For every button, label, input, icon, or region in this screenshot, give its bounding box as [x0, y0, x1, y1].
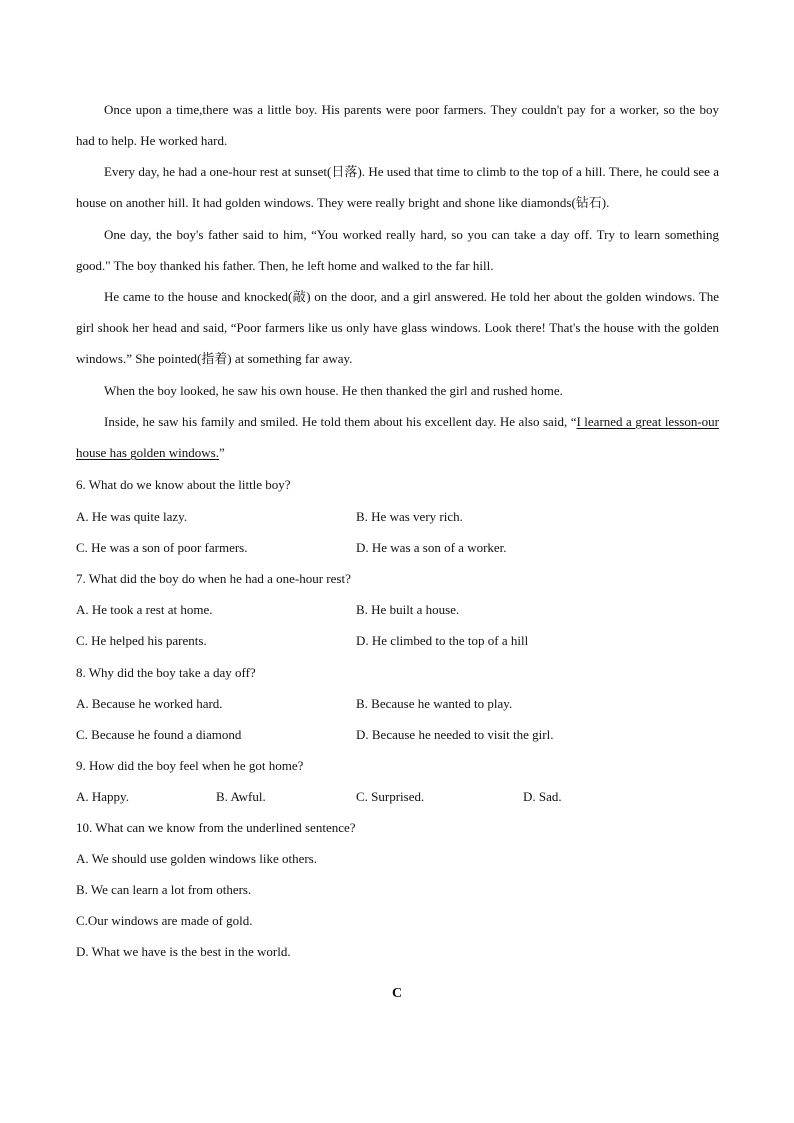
passage-paragraph-6 — [76, 406, 719, 468]
question-9-stem: 9. How did the boy feel when he got home? — [76, 758, 304, 773]
question-8-stem: 8. Why did the boy take a day off? — [76, 665, 256, 680]
q9-option-d: D. Sad. — [523, 789, 562, 804]
q7-option-a: A. He took a rest at home. — [76, 602, 213, 617]
q8-option-b: B. Because he wanted to play. — [356, 696, 513, 711]
q8-option-d: D. Because he needed to visit the girl. — [356, 727, 554, 742]
q6-option-a: A. He was quite lazy. — [76, 509, 188, 524]
passage-paragraph-1: Once upon a time,there was a little boy. His parents were poor farmers. They couldn't pay for a worker, so the boy had to help. He worked hard. — [76, 102, 719, 149]
section-heading: C — [391, 986, 403, 1001]
passage-paragraph-3: One day, the boy's father said to him, “You worked really hard, so you can take a day off. Try to learn something good." The boy thanked his father. Then, he left home and walked to the far hill. — [76, 227, 719, 274]
q8-option-a: A. Because he worked hard. — [76, 696, 223, 711]
question-10-stem: 10. What can we know from the underlined sentence? — [76, 820, 356, 835]
q6-option-d: D. He was a son of a worker. — [356, 540, 507, 555]
q10-option-b: B. We can learn a lot from others. — [76, 882, 252, 897]
underlined-sentence: I learned a great lesson-our house has golden windows. — [76, 414, 719, 461]
q6-option-c: C. He was a son of poor farmers. — [76, 540, 248, 555]
q7-option-d: D. He climbed to the top of a hill — [356, 633, 529, 648]
passage-paragraph-4: He came to the house and knocked(敲) on the door, and a girl answered. He told her about the golden windows. The girl shook her head and said, “Poor farmers like us only have glass windows. Look there! That's the house with the golden windows.” She pointed(指着) at something far away. — [76, 289, 719, 367]
q7-option-b: B. He built a house. — [356, 602, 460, 617]
q10-option-a: A. We should use golden windows like others. — [76, 851, 317, 866]
q10-option-c: C.Our windows are made of gold. — [76, 913, 253, 928]
q9-option-c: C. Surprised. — [356, 789, 425, 804]
q7-option-c: C. He helped his parents. — [76, 633, 207, 648]
closing-quote: ” — [219, 445, 225, 461]
q8-option-c: C. Because he found a diamond — [76, 727, 242, 742]
passage-paragraph-5: When the boy looked, he saw his own house. He then thanked the girl and rushed home. — [104, 383, 563, 398]
paragraph-6-text: Inside, he saw his family and smiled. He told them about his excellent day. He also said, “ — [104, 414, 577, 429]
q9-option-b: B. Awful. — [216, 789, 266, 804]
q6-option-b: B. He was very rich. — [356, 509, 463, 524]
q10-option-d: D. What we have is the best in the world. — [76, 944, 291, 959]
passage-paragraph-2: Every day, he had a one-hour rest at sunset(日落). He used that time to climb to the top of a hill. There, he could see a house on another hill. It had golden windows. They were really bright and shone like diamonds(钻石). — [76, 164, 719, 211]
question-7-stem: 7. What did the boy do when he had a one-hour rest? — [76, 571, 351, 586]
q9-option-a: A. Happy. — [76, 789, 129, 804]
question-6-stem: 6. What do we know about the little boy? — [76, 477, 291, 492]
